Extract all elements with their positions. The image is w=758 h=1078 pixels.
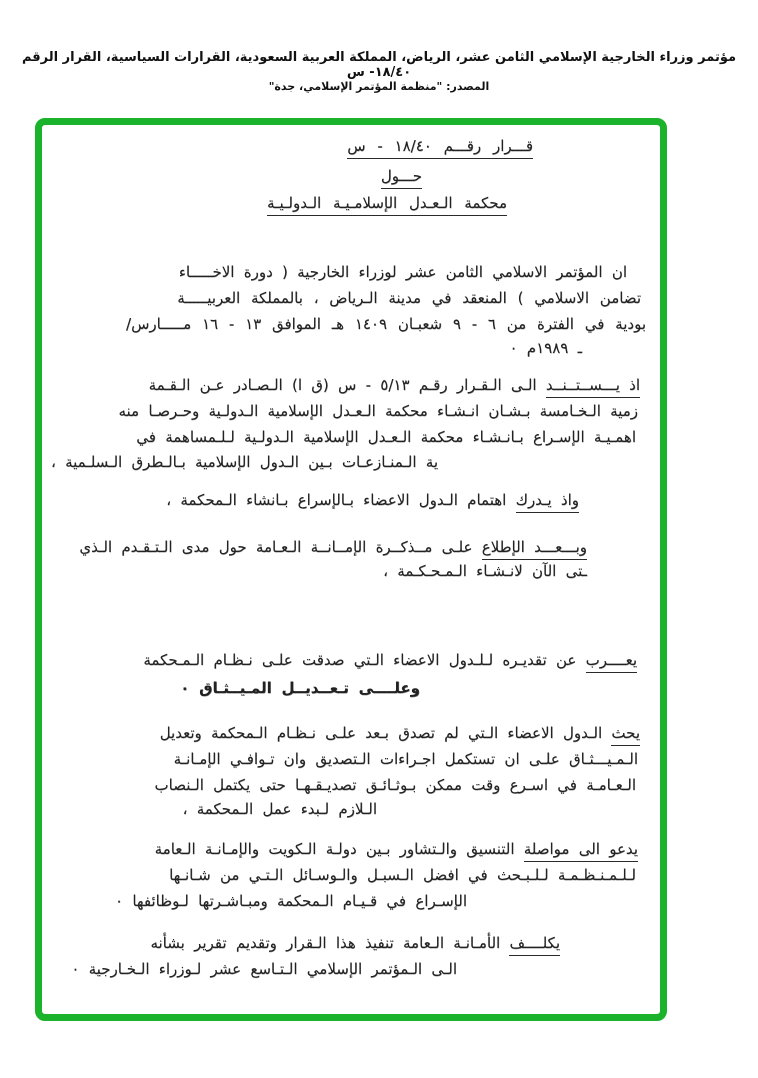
resolution-subject-text: محكمة الـعـدل الإسلامـيـة الـدولـيـة — [267, 194, 507, 216]
body-line-p5-l2: وعلــــى تـعــديــل المـيــثـاق ٠ — [180, 679, 420, 697]
body-line-p2-l2: زمية الـخـامسة بـشـان انـشـاء محكمة الـعـدل الإسلامية الـدولـية وحـرصـا منه — [118, 402, 638, 420]
body-line-p6-l2: الـمـيـــثـاق علـى ان تستكمل اجـراءات الـتصديق وان تـوافـي الإمـانـة — [173, 750, 638, 768]
body-line-p1-l1: ان المؤتمر الاسلامي الثامن عشر لوزراء الخارجية ( دورة الاخـــــاء — [178, 263, 627, 281]
citation-source-line: المصدر: "منظمة المؤتمر الإسلامي، جدة" — [268, 80, 490, 93]
body-line-p8-l1 — [150, 933, 560, 953]
clause-keyword: وبـــعـــد الإطلاع — [482, 538, 587, 560]
resolution-number-text: قـــرار رقـــم ١٨/٤٠ - س — [347, 137, 533, 159]
body-line-p4-l2: ـتى الآن لانـشـاء الـمـحـكـمة ، — [383, 562, 587, 580]
clause-text: علـى مــذكــرة الإمــانــة الـعـامة حول مدى الـتـقـدم الـذي — [79, 538, 482, 556]
resolution-about-text: حـــول — [381, 167, 422, 189]
clause-keyword: يعــــرب — [586, 651, 637, 673]
body-line-p7-l1 — [155, 839, 638, 859]
body-line-p6-l4: الـلازم لـبدء عمل الـمحكمة ، — [182, 800, 377, 818]
resolution-about-word — [381, 166, 422, 186]
clause-keyword: يدعو الى مواصلة — [524, 840, 638, 862]
body-line-p1-l3: بودية في الفترة من ٦ - ٩ شعبـان ١٤٠٩ هـ الموافق ١٣ - ١٦ مـــــارس/ — [126, 315, 646, 333]
body-line-p3-l1 — [166, 490, 579, 510]
body-line-p4-l1 — [79, 537, 587, 557]
clause-text: الـى الـقـرار رقـم ٥/١٣ - س (ق ا) الـصـادر عـن الـقـمة — [148, 376, 546, 394]
body-line-p7-l2: لـلـمـنـظـمـة لـلـبـحث في افضل الـسبـل والـوسـائل الـتـي من شـانـها — [169, 866, 636, 884]
clause-text: عن تقديـره لـلـدول الاعضاء الـتي صدقت علـى نـظـام الـمـحكمة — [143, 651, 586, 669]
resolution-number-title — [347, 136, 533, 156]
body-line-p7-l3: الإسـراع في قـيـام الـمحكمة ومبـاشـرتها لـوظائفها ٠ — [115, 892, 467, 910]
clause-text: الـدول الاعضاء الـتي لم تصدق بـعد علـى نـظـام الـمحكمة وتعديل — [159, 724, 612, 742]
body-line-p2-l4: ية الـمنـازعـات بـين الـدول الإسلامية بـالـطرق الـسلـمية ، — [50, 453, 438, 471]
clause-text: الأمـانـة الـعامة تنفيذ هذا الـقرار وتقديم تقرير بشأنه — [150, 934, 510, 952]
body-line-p2-l3: اهمـيـة الإسـراع بـانـشـاء محكمة الـعـدل الإسلامية الـدولـية لـلـمساهمة في — [136, 428, 636, 446]
clause-keyword: اذ يـــســتــنــد — [546, 376, 640, 398]
body-line-p6-l1 — [160, 723, 640, 743]
clause-keyword: يكلــــف — [509, 934, 560, 956]
body-line-p1-l4: ـ ١٩٨٩م ٠ — [509, 339, 582, 357]
body-line-p2-l1 — [149, 375, 640, 395]
clause-keyword: يحث — [611, 724, 640, 746]
body-line-p1-l2: تضامن الاسلامي ) المنعقد في مدينة الـرياض ، بالمملكة العربيـــــة — [177, 289, 641, 307]
citation-header-line: مؤتمر وزراء الخارجية الإسلامي الثامن عشر، الرياض، المملكة العربية السعودية، القرارات السياسية، القرار الرقم ١٨/٤٠- س — [21, 50, 737, 80]
clause-text: اهتمام الـدول الاعضاء بـالإسراع بـانشاء الـمحكمة ، — [166, 491, 516, 509]
resolution-subject-title — [267, 193, 507, 213]
clause-text: التنسيق والـتشاور بـين دولـة الـكويت والإمـانـة الـعامة — [154, 840, 524, 858]
clause-keyword: واذ يـدرك — [516, 491, 579, 513]
body-line-p6-l3: الـعـامـة في اسـرع وقت ممكن بـوثـائـق تصديـقـهـا حتى يكتمل الـنصاب — [154, 776, 636, 794]
body-line-p5-l1 — [143, 650, 637, 670]
body-line-p8-l2: الـى الـمؤتمر الإسلامي الـتـاسع عشر لـوزراء الـخـارجية ٠ — [71, 960, 457, 978]
